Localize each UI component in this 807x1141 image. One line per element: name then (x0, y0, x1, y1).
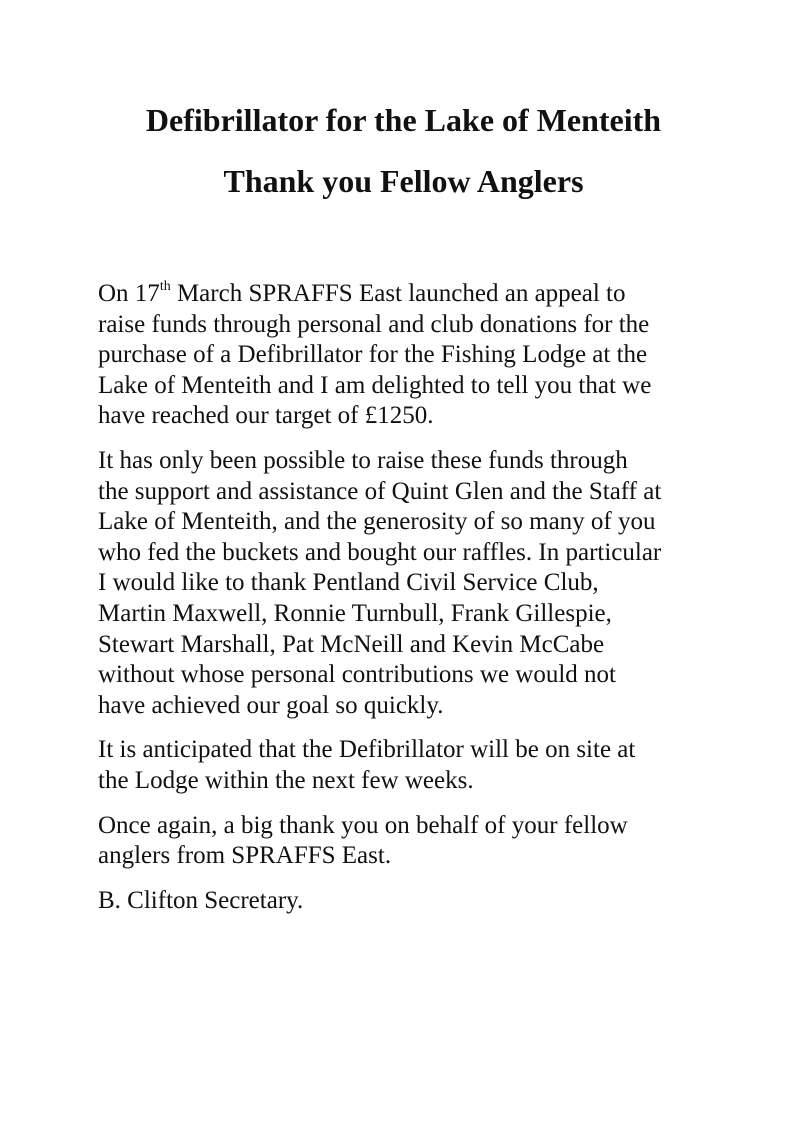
appeal-lead-suffix: March SPRAFFS East launched an appeal to (170, 280, 626, 307)
paragraph-line: Lake of Menteith and I am delighted to tell you that we (98, 371, 652, 399)
document-title: Defibrillator for the Lake of Menteith (145, 102, 662, 138)
appeal-lead-prefix: On 17 (98, 280, 160, 307)
paragraph-line: It is anticipated that the Defibrillator will be on site at (98, 736, 636, 764)
paragraph-line: It has only been possible to raise these funds through (98, 446, 628, 474)
signature-line: B. Clifton Secretary. (98, 886, 304, 914)
paragraph-line: purchase of a Defibrillator for the Fishing Lodge at the (98, 341, 648, 369)
signature (98, 886, 738, 917)
paragraph-line: the Lodge within the next few weeks. (98, 766, 474, 794)
paragraph-line: have reached our target of £1250. (98, 402, 434, 430)
paragraph-line: Lake of Menteith, and the generosity of so many of you (98, 508, 656, 536)
paragraph-line: the support and assistance of Quint Glen and the Staff at (98, 477, 662, 505)
paragraph-line: have achieved our goal so quickly. (98, 691, 444, 719)
paragraph-closing (98, 811, 738, 872)
paragraph-line: anglers from SPRAFFS East. (98, 842, 392, 870)
paragraph-line: I would like to thank Pentland Civil Service Club, (98, 569, 599, 597)
paragraph-line: Stewart Marshall, Pat McNeill and Kevin McCabe (98, 630, 605, 658)
paragraph-line: raise funds through personal and club donations for the (98, 310, 650, 338)
paragraph-thanks (98, 446, 738, 721)
paragraph-line: without whose personal contributions we would not (98, 661, 616, 689)
ordinal-suffix: th (159, 279, 171, 294)
paragraph-line: Once again, a big thank you on behalf of your fellow (98, 811, 628, 839)
paragraph-line: who fed the buckets and bought our raffles. In particular (98, 538, 662, 566)
paragraph-line: Martin Maxwell, Ronnie Turnbull, Frank Gillespie, (98, 599, 612, 627)
document-body (98, 279, 738, 930)
paragraph-line (98, 279, 738, 310)
paragraph-appeal (98, 279, 738, 432)
document-subtitle: Thank you Fellow Anglers (223, 163, 584, 199)
paragraph-schedule (98, 735, 738, 796)
